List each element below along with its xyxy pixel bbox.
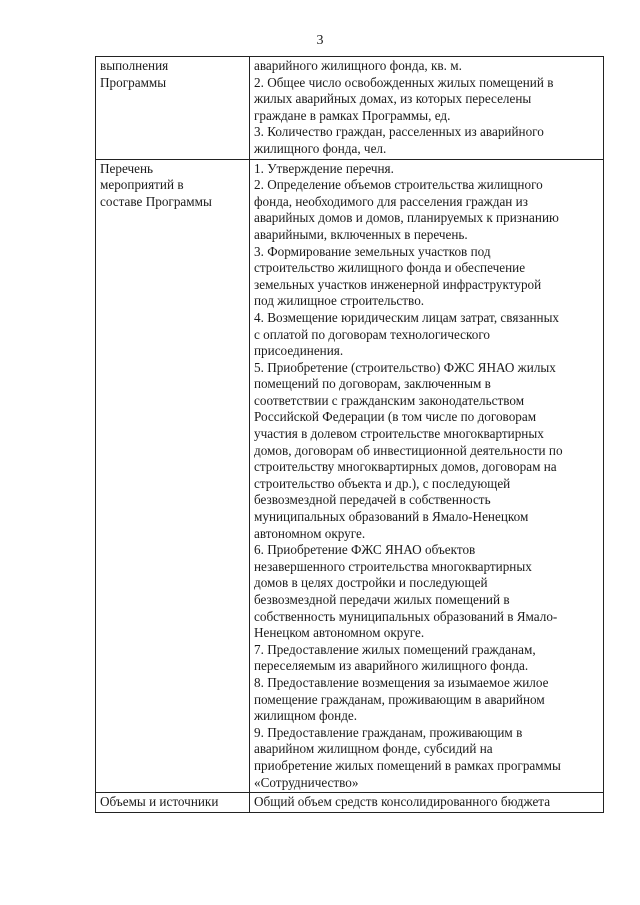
content-paragraph xyxy=(254,124,599,157)
content-line: 3. Количество граждан, расселенных из аварийного xyxy=(254,124,544,140)
content-paragraph xyxy=(254,310,599,360)
content-line: собственность муниципальных образований в Ямало- xyxy=(254,608,558,624)
content-line: строительство жилищного фонда и обеспечение xyxy=(254,260,526,276)
content-line: помещение гражданам, проживающим в аварийном xyxy=(254,691,545,707)
content-paragraph xyxy=(254,75,599,125)
content-line: домов в целях достройки и последующей xyxy=(254,575,488,591)
content-paragraph xyxy=(254,161,599,178)
row-content-cell xyxy=(250,793,604,813)
content-line: жилищного фонда, чел. xyxy=(254,140,387,156)
content-line: строительство объекта и др.), с последующей xyxy=(254,475,511,491)
content-line: 9. Предоставление гражданам, проживающим в xyxy=(254,724,523,740)
content-line: Российской Федерации (в том числе по договорам xyxy=(254,409,537,425)
content-line: автономном округе. xyxy=(254,525,366,541)
content-line: 8. Предоставление возмещения за изымаемое жилое xyxy=(254,674,549,690)
content-line: с оплатой по договорам технологического xyxy=(254,326,491,342)
content-line: участия в долевом строительстве многоквартирных xyxy=(254,426,544,442)
row-label-line: Объемы и источники xyxy=(100,794,219,810)
content-line: аварийных домов и домов, планируемых к признанию xyxy=(254,210,559,226)
content-paragraph xyxy=(254,177,599,243)
content-line: помещений по договорам, заключенным в xyxy=(254,376,491,392)
content-line: 4. Возмещение юридическим лицам затрат, связанных xyxy=(254,309,560,325)
content-line: соответствии с гражданским законодательством xyxy=(254,392,525,408)
content-paragraph xyxy=(254,725,599,791)
row-label-cell xyxy=(96,57,250,160)
content-line: безвозмездной передачей в собственность xyxy=(254,492,491,508)
content-line: «Сотрудничество» xyxy=(254,774,359,790)
content-line: 7. Предоставление жилых помещений гражданам, xyxy=(254,641,536,657)
content-paragraph xyxy=(254,794,599,811)
row-content-cell xyxy=(250,57,604,160)
content-paragraph xyxy=(254,244,599,310)
content-paragraph xyxy=(254,360,599,543)
row-label-line: Программы xyxy=(100,74,167,90)
content-line: 3. Формирование земельных участков под xyxy=(254,243,491,259)
content-line: переселяемым из аварийного жилищного фонда. xyxy=(254,658,529,674)
content-line: жилищном фонде. xyxy=(254,708,358,724)
content-line: присоединения. xyxy=(254,343,344,359)
content-line: Общий объем средств консолидированного бюджета xyxy=(254,794,551,810)
content-paragraph xyxy=(254,675,599,725)
content-paragraph xyxy=(254,642,599,675)
content-line: 5. Приобретение (строительство) ФЖС ЯНАО жилых xyxy=(254,359,556,375)
content-line: аварийными, включенных в перечень. xyxy=(254,226,468,242)
content-line: незавершенного строительства многоквартирных xyxy=(254,558,532,574)
table-row xyxy=(96,159,604,793)
content-line: 2. Определение объемов строительства жилищного xyxy=(254,177,543,193)
content-line: 2. Общее число освобожденных жилых помещений в xyxy=(254,74,554,90)
row-content-cell xyxy=(250,159,604,793)
row-label-cell xyxy=(96,159,250,793)
content-line: безвозмездной передачи жилых помещений в xyxy=(254,592,510,607)
content-line: 6. Приобретение ФЖС ЯНАО объектов xyxy=(254,542,476,558)
content-line: земельных участков инженерной инфраструктурой xyxy=(254,276,542,292)
content-line: муниципальных образований в Ямало-Ненецком xyxy=(254,509,529,525)
row-label-line: составе Программы xyxy=(100,193,212,209)
content-line: домов, договорам об инвестиционной деятельности по xyxy=(254,442,563,458)
row-label-line: Перечень xyxy=(100,160,154,176)
table-row xyxy=(96,57,604,160)
content-line: жилых аварийных домах, из которых переселены xyxy=(254,91,532,107)
content-line: приобретение жилых помещений в рамках программы xyxy=(254,757,561,773)
content-line: под жилищное строительство. xyxy=(254,293,425,309)
content-paragraph xyxy=(254,58,599,75)
page-number: 3 xyxy=(316,33,324,48)
row-label-line: мероприятий в xyxy=(100,177,184,193)
content-paragraph xyxy=(254,542,599,642)
content-line: строительству многоквартирных домов, договорам на xyxy=(254,459,557,475)
row-label-line: выполнения xyxy=(100,58,169,73)
content-line: аварийного жилищного фонда, кв. м. xyxy=(254,58,462,73)
content-line: 1. Утверждение перечня. xyxy=(254,160,394,176)
content-line: Ненецком автономном округе. xyxy=(254,625,425,641)
table-row xyxy=(96,793,604,813)
content-line: фонда, необходимого для расселения граждан из xyxy=(254,193,528,209)
content-line: граждане в рамках Программы, ед. xyxy=(254,107,451,123)
row-label-cell xyxy=(96,793,250,813)
program-passport-table xyxy=(95,56,604,813)
content-line: аварийном жилищном фонде, субсидий на xyxy=(254,741,493,757)
